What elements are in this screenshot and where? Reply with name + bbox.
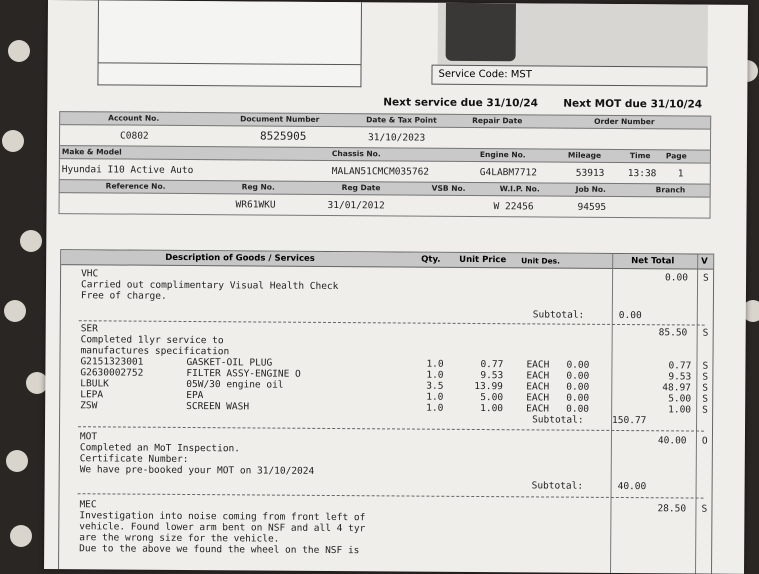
col-description: Description of Goods / Services xyxy=(165,252,315,264)
part-price: 0.77 xyxy=(480,359,504,371)
section-line: are the wrong size for the vehicle. xyxy=(79,532,280,545)
part-no: G2630002752 xyxy=(80,367,144,379)
engine-value: G4LABM7712 xyxy=(479,167,538,179)
service-code: Service Code: MST xyxy=(431,65,707,87)
table-row xyxy=(60,378,712,394)
label-repair-date: Repair Date xyxy=(472,115,523,126)
section-mec xyxy=(60,499,712,557)
section-line: Free of charge. xyxy=(80,290,167,302)
section-v: S xyxy=(703,272,709,284)
part-qty: 3.5 xyxy=(426,380,444,392)
job-value: 94595 xyxy=(577,201,607,213)
part-unit: EACH xyxy=(526,392,550,404)
part-qty: 1.0 xyxy=(426,358,444,370)
subtotal-label: Subtotal: xyxy=(532,414,584,426)
part-qty: 1.0 xyxy=(426,402,444,414)
part-v: S xyxy=(702,360,709,372)
subtotal-value: 40.00 xyxy=(617,480,647,493)
next-service-due: Next service due 31/10/24 xyxy=(383,96,538,110)
section-v: O xyxy=(701,435,708,447)
make-value: Hyundai I10 Active Auto xyxy=(61,164,194,177)
label-reg-date: Reg Date xyxy=(341,183,381,193)
part-desc: 05W/30 engine oil xyxy=(186,378,284,391)
section-line: We have pre-booked your MOT on 31/10/2024 xyxy=(79,464,315,477)
section-line: Certificate Number: xyxy=(79,453,189,465)
part-discount: 0.00 xyxy=(566,370,590,382)
account-value: C0802 xyxy=(120,130,149,142)
subtotal-label: Subtotal: xyxy=(531,480,584,492)
date-value: 31/10/2023 xyxy=(368,132,426,144)
wip-value: W 22456 xyxy=(493,201,534,213)
section-mot xyxy=(60,431,712,493)
label-account: Account No. xyxy=(108,113,160,123)
label-page: Page xyxy=(665,151,687,161)
time-value: 13:38 xyxy=(627,168,657,180)
mileage-value: 53913 xyxy=(575,167,605,179)
table-row xyxy=(60,400,712,416)
part-discount: 0.00 xyxy=(566,403,590,415)
label-document: Document Number xyxy=(240,114,320,124)
part-price: 9.53 xyxy=(480,370,504,382)
col-v: V xyxy=(701,256,708,267)
part-v: S xyxy=(702,393,709,405)
part-v: S xyxy=(702,382,709,394)
section-line: manufactures specification xyxy=(80,345,230,358)
next-mot-due: Next MOT due 31/10/24 xyxy=(563,97,703,111)
reg-value: WR61WKU xyxy=(235,199,276,211)
part-unit: EACH xyxy=(526,403,550,415)
col-unit-des: Unit Des. xyxy=(521,256,561,266)
label-reg: Reg No. xyxy=(241,182,275,192)
part-net: 5.00 xyxy=(668,393,692,405)
label-date: Date & Tax Point xyxy=(366,115,437,125)
part-net: 0.77 xyxy=(668,360,692,372)
label-wip: W.I.P. No. xyxy=(499,184,540,194)
label-mileage: Mileage xyxy=(567,150,602,160)
part-unit: EACH xyxy=(526,381,550,393)
address-box xyxy=(97,0,362,87)
table-row xyxy=(60,389,712,405)
section-v: S xyxy=(702,327,709,339)
table-row xyxy=(60,367,712,383)
vehicle-photo xyxy=(438,3,708,67)
col-qty: Qty. xyxy=(421,254,441,265)
part-desc: EPA xyxy=(186,389,204,402)
part-net: 9.53 xyxy=(668,371,692,383)
vehicle-details-table xyxy=(59,111,712,219)
section-line: Completed an MoT Inspection. xyxy=(79,442,241,455)
subtotal-label: Subtotal: xyxy=(532,309,585,321)
subtotal-value: 0.00 xyxy=(618,309,642,322)
document-value: 8525905 xyxy=(260,129,307,143)
label-reference: Reference No. xyxy=(105,181,166,191)
section-net: 40.00 xyxy=(657,435,687,447)
section-v: S xyxy=(701,503,708,515)
page-value: 1 xyxy=(677,168,684,180)
section-line: Carried out complimentary Visual Health Check xyxy=(80,279,339,293)
part-desc: GASKET-OIL PLUG xyxy=(186,356,273,369)
label-order: Order Number xyxy=(594,116,655,127)
part-unit: EACH xyxy=(526,370,550,382)
section-line: Investigation into noise coming from front left of xyxy=(79,510,366,524)
part-unit: EACH xyxy=(526,359,550,371)
subtotal-value: 150.77 xyxy=(612,414,647,427)
part-v: S xyxy=(702,371,709,383)
invoice-sheet xyxy=(44,0,748,574)
section-code: MOT xyxy=(79,431,98,443)
part-no: G2151323001 xyxy=(80,356,144,368)
part-qty: 1.0 xyxy=(426,391,444,403)
label-branch: Branch xyxy=(655,185,686,195)
value-row-3 xyxy=(59,193,711,219)
section-net: 28.50 xyxy=(657,503,687,515)
part-discount: 0.00 xyxy=(566,381,590,393)
part-no: ZSW xyxy=(80,400,98,412)
label-chassis: Chassis No. xyxy=(331,148,381,159)
section-line: vehicle. Found lower arm bent on NSF and all 4 tyr xyxy=(79,521,366,535)
items-table xyxy=(58,249,714,574)
reg-date-value: 31/01/2012 xyxy=(327,199,385,212)
part-price: 1.00 xyxy=(480,403,504,415)
part-no: LBULK xyxy=(80,378,109,390)
items-table-body xyxy=(59,265,713,574)
col-net-total: Net Total xyxy=(631,256,675,267)
section-code: MEC xyxy=(79,499,97,511)
part-desc: FILTER ASSY-ENGINE O xyxy=(186,367,301,380)
part-v: S xyxy=(702,404,708,416)
col-unit-price: Unit Price xyxy=(459,254,507,266)
section-net: 85.50 xyxy=(658,327,688,339)
part-desc: SCREEN WASH xyxy=(186,400,250,413)
label-time: Time xyxy=(629,151,651,161)
label-job: Job No. xyxy=(575,184,606,194)
part-net: 48.97 xyxy=(662,382,691,394)
section-vhc xyxy=(61,268,713,322)
label-vsb: VSB No. xyxy=(431,183,466,193)
section-net: 0.00 xyxy=(665,272,689,284)
part-price: 13.99 xyxy=(474,380,503,393)
part-qty: 1.0 xyxy=(426,369,444,381)
section-line: Completed 1lyr service to xyxy=(80,334,224,347)
label-engine: Engine No. xyxy=(479,150,526,160)
part-net: 1.00 xyxy=(668,404,692,416)
part-price: 5.00 xyxy=(480,392,504,404)
part-discount: 0.00 xyxy=(566,359,590,371)
section-code: SER xyxy=(80,323,98,335)
section-line: Due to the above we found the wheel on the NSF is xyxy=(79,543,360,557)
part-no: LEPA xyxy=(80,389,104,401)
chassis-value: MALAN51CMCM035762 xyxy=(331,165,430,178)
part-discount: 0.00 xyxy=(566,392,590,404)
label-make: Make & Model xyxy=(61,147,122,157)
section-code: VHC xyxy=(81,268,99,280)
